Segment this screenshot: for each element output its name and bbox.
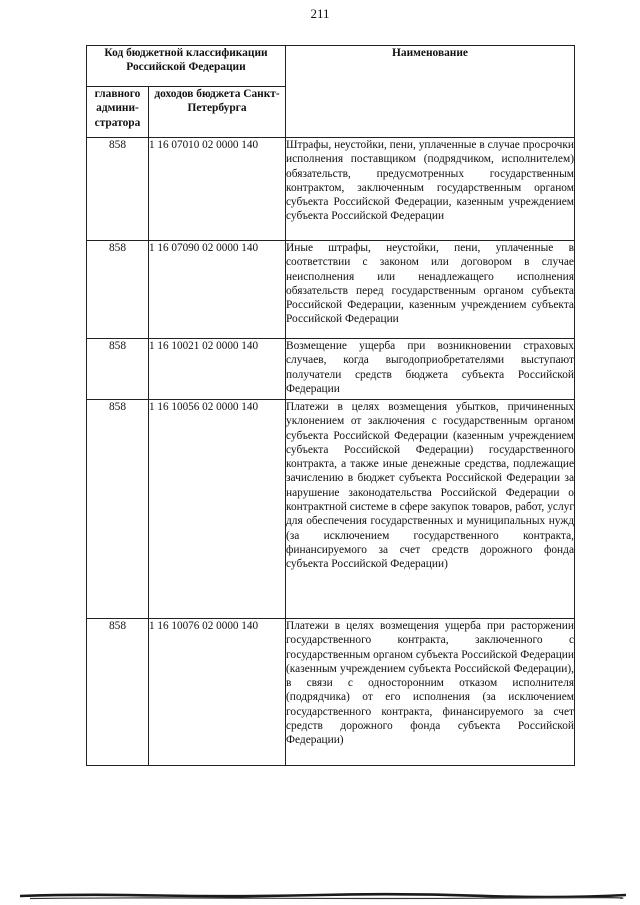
header-name: Наименование (286, 46, 575, 138)
table-row (87, 138, 575, 241)
row-name: Платежи в целях возмещения убытков, причиненных уклонением от заключения с государственным органом субъекта Российской Федерации (казенным учреждением субъекта Российской Федерации) государственного контракта, а также иные денежные средства, подлежащие зачислению в бюджет субъекта Российской Федерации за нарушение законодательства Российской Федерации о контрактной системе в сфере закупок товаров, работ, услуг для обеспечения государственных и муниципальных нужд (за исключением государственного контракта, финансируемого за счет средств дорожного фонда субъекта Российской Федерации) (286, 400, 575, 619)
scan-footer-line (0, 883, 640, 905)
row-name: Штрафы, неустойки, пени, уплаченные в случае просрочки исполнения поставщиком (подрядчиком, исполнителем) обязательств, предусмотренных государственным контрактом, заключенным государственным органом субъекта Российской Федерации, казенным учреждением субъекта Российской Федерации (286, 138, 575, 241)
header-code-group: Код бюджетной классификации Российской Федерации (87, 46, 286, 87)
table-body (87, 138, 575, 766)
header-revenue: доходов бюджета Санкт-Петербурга (149, 87, 286, 138)
table-header (87, 46, 575, 138)
row-admin-code: 858 (87, 138, 149, 241)
row-admin-code: 858 (87, 619, 149, 766)
row-revenue-code: 1 16 10076 02 0000 140 (149, 619, 286, 766)
row-revenue-code: 1 16 07090 02 0000 140 (149, 241, 286, 339)
row-name: Возмещение ущерба при возникновении страховых случаев, когда выгодоприобретателями выступают получатели средств бюджета субъекта Российской Федерации (286, 339, 575, 400)
row-name: Иные штрафы, неустойки, пени, уплаченные в соответствии с законом или договором в случае неисполнения или ненадлежащего исполнения обязательств перед государственным органом субъекта Российской Федерации, казенным учреждением субъекта Российской Федерации (286, 241, 575, 339)
row-admin-code: 858 (87, 400, 149, 619)
page-number: 211 (310, 6, 330, 21)
header-admin: главного админи-стратора (87, 87, 149, 138)
table-row (87, 400, 575, 619)
row-revenue-code: 1 16 07010 02 0000 140 (149, 138, 286, 241)
row-admin-code: 858 (87, 339, 149, 400)
header-row-top (87, 46, 575, 87)
row-admin-code: 858 (87, 241, 149, 339)
row-revenue-code: 1 16 10056 02 0000 140 (149, 400, 286, 619)
row-name: Платежи в целях возмещения ущерба при расторжении государственного контракта, заключенного с государственным органом субъекта Российской Федерации (казенным учреждением субъекта Российской Федерации), в связи с односторонним отказом исполнителя (подрядчика) от его исполнения (за исключением государственного контракта, финансируемого за счет средств дорожного фонда субъекта Российской Федерации) (286, 619, 575, 766)
row-revenue-code: 1 16 10021 02 0000 140 (149, 339, 286, 400)
table-row (87, 619, 575, 766)
table-row (87, 241, 575, 339)
budget-classification-table (86, 45, 575, 766)
table-row (87, 339, 575, 400)
